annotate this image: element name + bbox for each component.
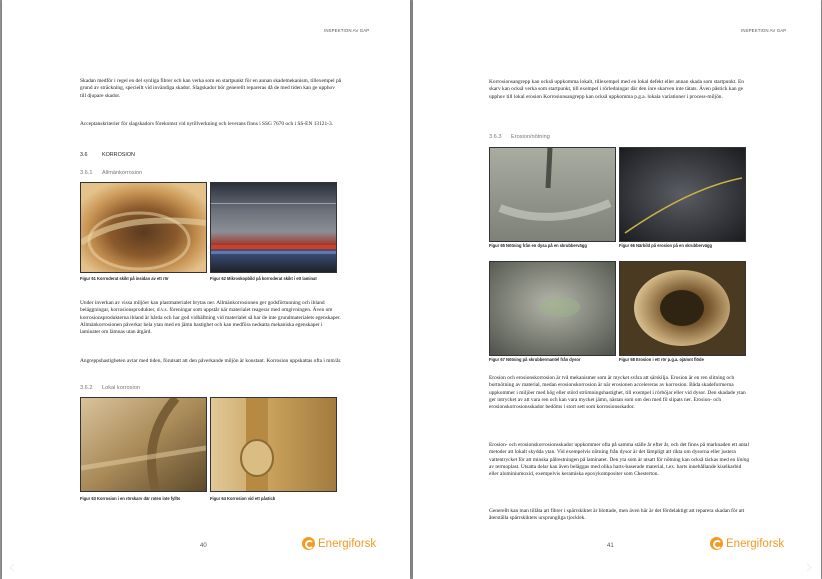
figure-62-caption: Figur 62 Mikroskopbild på korroderat skikt i ett laminat [210,276,317,281]
figure-68-image [619,261,746,356]
page-number: 40 [200,543,207,549]
document-page-right [413,0,821,579]
energiforsk-logo [302,537,376,550]
figure-67-image [489,261,616,356]
figure-61-caption: Figur 61 Korroderat skikt på insidan av ett rör [80,276,169,281]
body-paragraph-2 [489,442,751,478]
logo-text: Energiforsk [726,537,785,550]
intro-paragraph: Korrosionsangrepp kan också uppkomma lokalt, tillexempel med en lokal defekt eller annan skada som startpunkt. En skarv kan också verka som startpunkt, till exempel i rörledningar där den inre skarven inte tätats. Även påstick kan ge upphov till lokal erosion Korrosionsangrepp kan också uppkomma p.g.a. lokala variationer i process-miljön. [489,79,744,100]
document-page-left [2,0,410,579]
figure-66-caption: Figur 66 Närbild på erosion på en skrubbervägg [619,243,713,248]
figure-63-image [80,397,207,492]
body-text: Erosion- och erosionskorrosionsskador uppkommer ofta på samma ställe år efter år, och det finns på marknaden ett antal metoder att lokalt skydda ytan. Vid exempelvis nötning från dysor är det lämpligt att rikta om dysorna eller justera vattentrycket för att minska pålrestningen på laminatet. Den yta som är utsatt för nötning kan också täckas med en [489,442,749,463]
figure-61-image [80,182,207,273]
energiforsk-logo-icon [710,537,723,550]
section-title: KORROSION [102,152,135,158]
subsection-heading [80,385,140,391]
subsection-title: Lokal korrosion [102,385,140,391]
energiforsk-logo-icon [302,537,315,550]
figure-64-caption: Figur 64 Korrosion vid ett påsticb [210,496,276,501]
subsection-number: 3.6.1 [80,170,93,176]
criteria-paragraph: Acceptanskriterier för slagskadors förekomst vid nytillverkning och leverans finns i SSG 7670 och i SS-EN 13121-3. [80,121,334,127]
figure-62-image [210,182,337,273]
body-text: av termoplast. Utsatta delar kan även beläggas med olika harts-baserade material, t.ex. harts innehållande kiselkarbid eller aluminiumoxid, exempelvis keramiska epoxykompositer som Chesterton. [489,463,742,478]
subsection-title: Erosion/nötning [511,134,550,140]
running-header: INSPEKTION AV GAP [324,28,370,33]
figure-65-image [489,147,616,242]
body-paragraph-1: Under inverkan av vissa miljöer kan plastmaterialet brytas ner. Allmänkorrosionen ger godsförtunning och ibland beläggningar, korrosionsprodukter, d.v.s. föreningar som uppstår när materialet reagerar med omgivningen. Även om korrosionsprodukterna ibland är hårda och har god vidhäftning vid materialet så har de inte grundmaterialets egenskaper. Allmänkorrosionen påverkar hela ytan med en jämn hastighet och kan medföra nedsatta mekaniska egenskaper i laminatet om lämnas utan åtgärd. [80,300,341,336]
body-paragraph-1: Erosion och erosionskorrosion är två mekanismer som är mycket svåra att särskilja. Erosion är en ren slitning och bortnötning av material, medan erosionskorrosion är när erosionen accelereras av korrosion. Båda skadeformerna uppkommer i miljöer med hög eller störd strömningshastighet, till exempel i rörböjar eller vid dysor. Den skadade ytan ger intrycket av att vara ren och kan vara mycket jämn, nästan som om den med fil slipats ner. Erosion- och erosionskorrosionsskador bedöms i stort sett som korrosionsskador. [489,375,746,411]
intro-paragraph: Skadan medför i regel en del synliga fibrer och kan verka som en startpunkt för en annan skademekanism, tillexempel på grund av sträckning, speciellt vid invändiga skador. Slagskador bör generellt repareras då de med tiden kan ge upphov till djupare skador. [80,78,342,99]
section-number: 3.6 [80,152,88,158]
logo-text: Energiforsk [318,537,377,550]
energiforsk-logo [710,537,784,550]
page-number: 41 [607,543,614,549]
figure-65-caption: Figur 65 Nötning från en dysa på en skrubbervägg [489,243,587,248]
subsection-heading [489,134,550,140]
subsection-number: 3.6.2 [80,385,93,391]
body-paragraph-3: Generellt kan man tillåta att fibrer i spärrskiktet är blottade, men även här är det fördelaktigt att reparera skadan för att återställa spärrskiktets ursprungliga tjocklek. [489,508,745,522]
subsection-title: Allmänkorrosion [102,170,143,176]
subsection-number: 3.6.3 [489,134,502,140]
figure-67-caption: Figur 67 Nötning på skrubbermantel från dysor [489,357,581,362]
running-header: INSPEKTION AV GAP [741,28,787,33]
figure-66-image [619,147,746,242]
figure-64-image [210,397,337,492]
arrow-left-icon[interactable] [8,563,17,572]
body-paragraph-2: Angreppshastigheten avtar med tiden, förutsatt att den påverkande miljön är konstant. Korrosion uppskattas ofta i mm/år. [80,358,342,364]
section-heading [80,152,135,158]
figure-63-caption: Figur 63 Korrosion i en rörskarv där roten inte fyllts [80,496,181,501]
body-text-emphasis: lining [736,456,750,463]
figure-68-caption: Figur 68 Erosion i ett rör p.g.a. ojämnt flöde [619,357,704,362]
arrow-right-icon[interactable] [804,563,813,572]
subsection-heading [80,170,142,176]
